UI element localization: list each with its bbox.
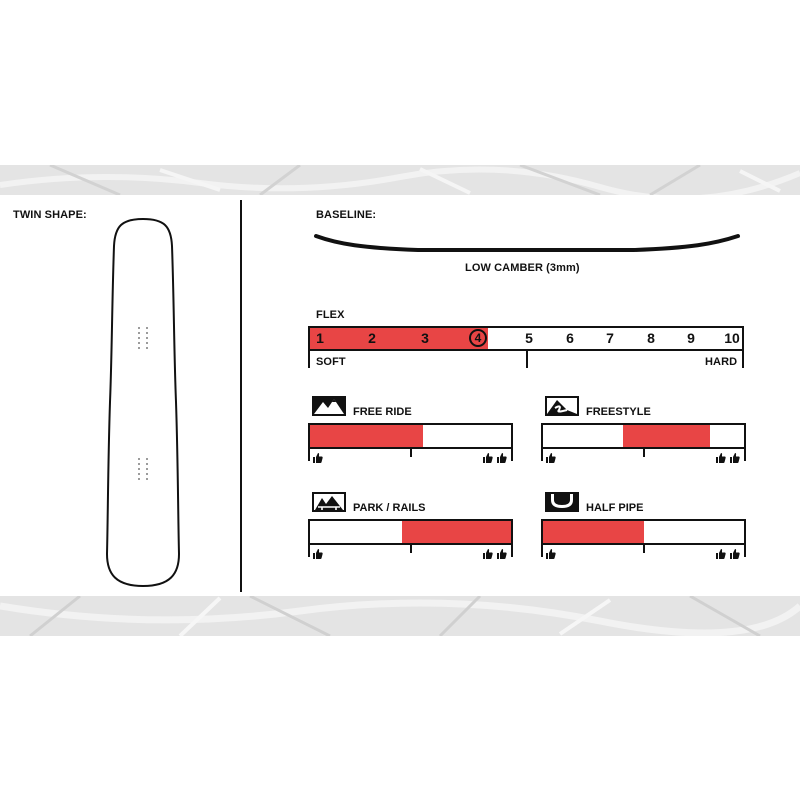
binding-inserts-bottom: [138, 458, 148, 480]
double-thumbs-up-icon: [483, 546, 507, 564]
background-texture-bottom: [0, 596, 800, 636]
park-rails-label: PARK / RAILS: [353, 502, 426, 514]
panel-divider: [240, 200, 242, 592]
flex-fill: [310, 328, 488, 349]
double-thumbs-up-icon: [716, 546, 740, 564]
half-pipe-label: HALF PIPE: [586, 502, 644, 514]
thumbs-up-icon: [546, 450, 556, 468]
double-thumbs-up-icon: [716, 450, 740, 468]
freestyle-rating-fill: [623, 425, 709, 447]
freestyle-rating: [541, 423, 746, 465]
flex-label: FLEX: [316, 309, 345, 321]
freestyle-label: FREESTYLE: [586, 406, 651, 418]
free-ride-rating: [308, 423, 513, 465]
thumbs-up-icon: [546, 546, 556, 564]
thumbs-up-icon: [313, 546, 323, 564]
flex-number-1: 1: [316, 330, 324, 346]
baseline-label: BASELINE:: [316, 209, 377, 221]
flex-number-4: 4: [474, 331, 482, 345]
park-rails-rating: [308, 519, 513, 561]
half-pipe-rating-bar: [541, 519, 746, 545]
freestyle-rating-bar: [541, 423, 746, 449]
flex-number-5: 5: [525, 330, 533, 346]
flex-number-10: 10: [724, 330, 740, 346]
half-pipe-rating: [541, 519, 746, 561]
camber-profile-label: LOW CAMBER (3mm): [465, 262, 580, 274]
park-icon: [312, 492, 346, 517]
flex-number-7: 7: [606, 330, 614, 346]
flex-tick-left: [308, 350, 310, 368]
flex-max-label: HARD: [705, 356, 738, 368]
thumbs-up-icon: [313, 450, 323, 468]
snowboard-outline: [100, 212, 186, 592]
flex-tick-right: [742, 350, 744, 368]
free-ride-rating-fill: [310, 425, 423, 447]
camber-profile-curve: [308, 228, 744, 258]
flex-number-8: 8: [647, 330, 655, 346]
half-pipe-rating-scale: [541, 545, 746, 561]
binding-inserts-top: [138, 327, 148, 349]
flex-number-2: 2: [368, 330, 376, 346]
background-texture-top: [0, 165, 800, 195]
flex-min-label: SOFT: [316, 356, 346, 368]
flex-number-9: 9: [687, 330, 695, 346]
flex-number-6: 6: [566, 330, 574, 346]
freestyle-rating-scale: [541, 449, 746, 465]
halfpipe-icon: [545, 492, 579, 517]
free-ride-rating-bar: [308, 423, 513, 449]
park-rails-rating-fill: [402, 521, 511, 543]
mountain-icon: [312, 396, 346, 421]
flex-scale-bar: [308, 326, 744, 351]
freestyle-icon: [545, 396, 579, 421]
free-ride-label: FREE RIDE: [353, 406, 412, 418]
park-rails-rating-bar: [308, 519, 513, 545]
park-rails-rating-scale: [308, 545, 513, 561]
double-thumbs-up-icon: [483, 450, 507, 468]
flex-tick-mid: [526, 350, 528, 368]
flex-number-3: 3: [421, 330, 429, 346]
free-ride-rating-scale: [308, 449, 513, 465]
half-pipe-rating-fill: [543, 521, 644, 543]
twin-shape-label: TWIN SHAPE:: [13, 209, 87, 221]
